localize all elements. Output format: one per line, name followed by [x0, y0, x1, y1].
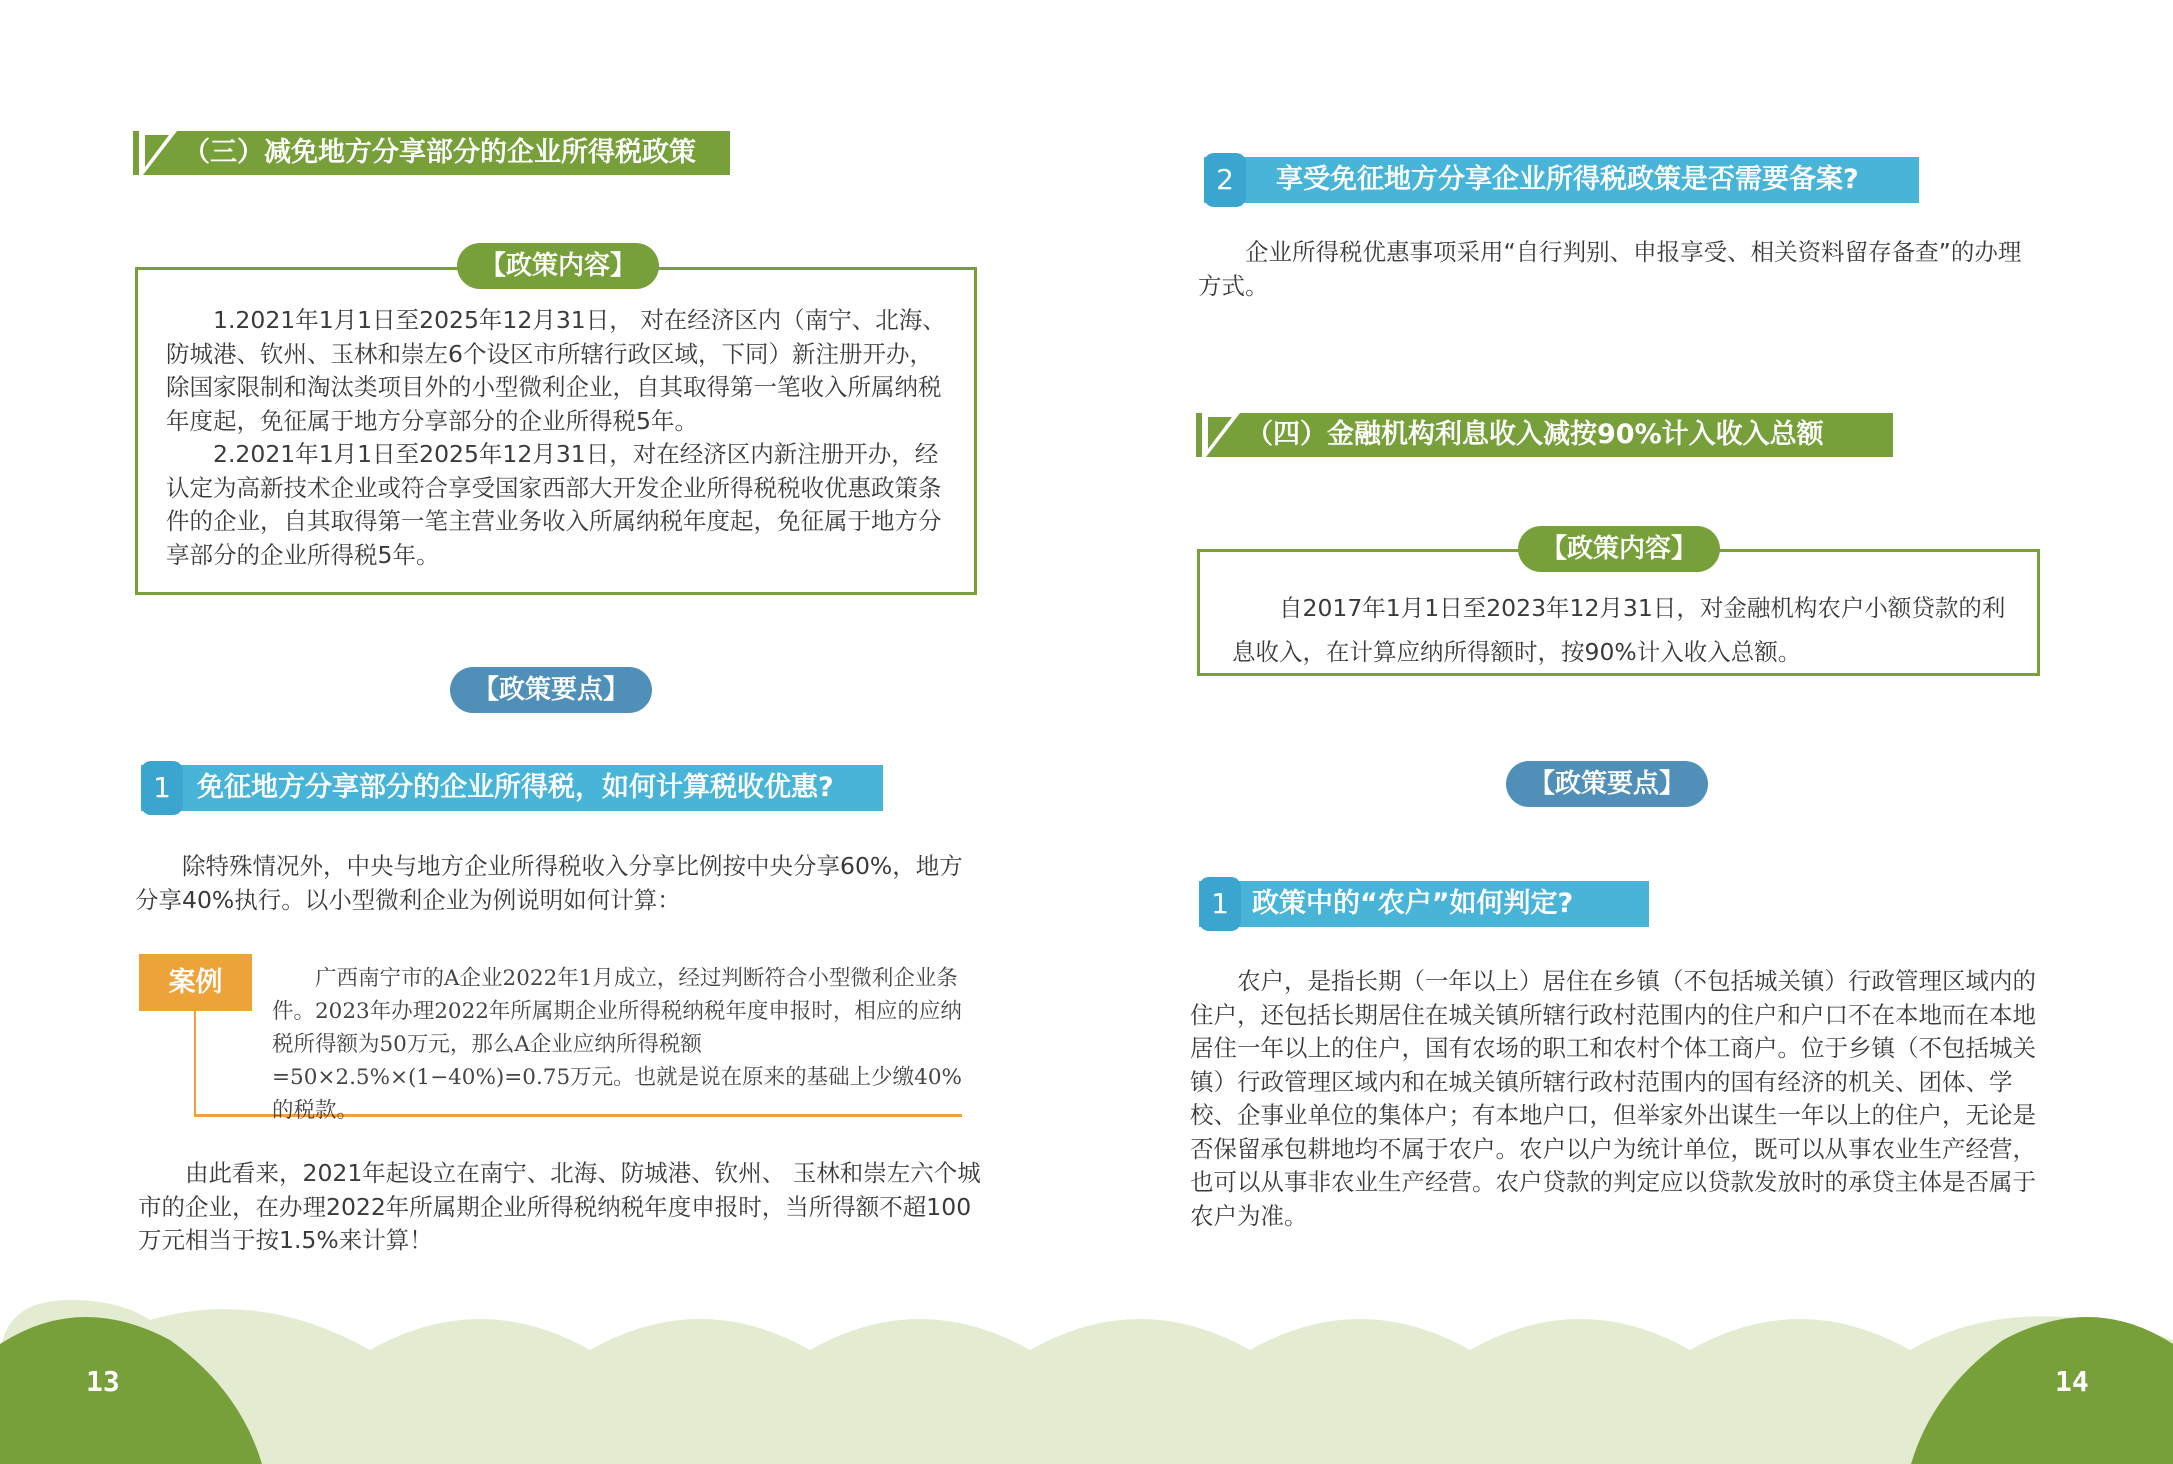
left-question-1-title: 免征地方分享部分的企业所得税，如何计算税收优惠? [197, 772, 834, 803]
footer-wave-decoration [0, 1300, 2173, 1464]
right-section-title: （四）金融机构利息收入减按90%计入收入总额 [1246, 419, 1824, 450]
left-question-1 [141, 765, 883, 811]
left-policy-points-label: 【政策要点】 [450, 667, 652, 713]
right-policy-content-label: 【政策内容】 [1518, 526, 1720, 572]
right-policy-paragraph: 自2017年1月1日至2023年12月31日，对金融机构农户小额贷款的利息收入，在计算应纳所得额时，按90%计入收入总额。 [1232, 594, 2006, 666]
question-number-badge: 1 [141, 761, 183, 815]
right-question-2-title: 享受免征地方分享企业所得税政策是否需要备案? [1276, 164, 1859, 195]
right-section-heading [1196, 413, 1893, 457]
left-policy-paragraph-1: 1.2021年1月1日至2025年12月31日， 对在经济区内（南宁、北海、防城港、钦州、玉林和崇左6个设区市所辖行政区域，下同）新注册开办，除国家限制和淘汰类项目外的小型微利企业，自其取得第一笔收入所属纳税年度起，免征属于地方分享部分的企业所得税5年。 [166, 306, 946, 435]
left-policy-paragraph-2: 2.2021年1月1日至2025年12月31日，对在经济区内新注册开办，经认定为高新技术企业或符合享受国家西部大开发企业所得税税收优惠政策条件的企业，自其取得第一笔主营业务收入所属纳税年度起，免征属于地方分享部分的企业所得税5年。 [166, 440, 942, 569]
left-section-title: （三）减免地方分享部分的企业所得税政策 [183, 137, 696, 168]
left-section-heading [133, 131, 730, 175]
case-text: 广西南宁市的A企业2022年1月成立，经过判断符合小型微利企业条件。2023年办理2022年所属期企业所得税纳税年度申报时，相应的应纳税所得额为50万元，那么A企业应纳所得税额=50×2.5%×(1−40%)=0.75万元。也就是说在原来的基础上少缴40% 的税款。 [272, 966, 962, 1123]
right-question-2 [1204, 157, 1919, 203]
left-question-1-paragraph: 除特殊情况外，中央与地方企业所得税收入分享比例按中央分享60%，地方分享40%执行。以小型微利企业为例说明如何计算： [135, 852, 963, 914]
chevron-flag-icon [133, 131, 179, 175]
question-number-badge: 2 [1204, 153, 1246, 207]
chevron-flag-icon [1196, 413, 1242, 457]
right-question-1-paragraph: 农户，是指长期（一年以上）居住在乡镇（不包括城关镇）行政管理区域内的住户，还包括长期居住在城关镇所辖行政村范围内的住户和户口不在本地而在本地居住一年以上的住户，国有农场的职工和农村个体工商户。位于乡镇（不包括城关镇）行政管理区域内和在城关镇所辖行政村范围内的国有经济的机关、团体、学校、企事业单位的集体户；有本地户口，但举家外出谋生一年以上的住户，无论是否保留承包耕地均不属于农户。农户以户为统计单位，既可以从事农业生产经营，也可以从事非农业生产经营。农户贷款的判定应以贷款发放时的承贷主体是否属于农户为准。 [1190, 967, 2036, 1230]
left-policy-content-label: 【政策内容】 [457, 243, 659, 289]
left-page-number: 13 [86, 1365, 120, 1398]
right-page-number: 14 [2055, 1365, 2089, 1398]
question-number-badge: 1 [1199, 877, 1241, 931]
right-policy-points-label: 【政策要点】 [1506, 761, 1708, 807]
left-conclusion-paragraph: 由此看来，2021年起设立在南宁、北海、防城港、钦州、 玉林和崇左六个城市的企业，在办理2022年所属期企业所得税纳税年度申报时，当所得额不超100万元相当于按1.5%来计算！ [138, 1159, 981, 1254]
case-label: 案例 [139, 954, 252, 1011]
right-question-1-title: 政策中的“农户”如何判定? [1252, 888, 1574, 919]
left-policy-content-box [135, 267, 977, 595]
right-question-1 [1199, 881, 1649, 927]
right-question-2-paragraph: 企业所得税优惠事项采用“自行判别、申报享受、相关资料留存备查”的办理方式。 [1198, 238, 2022, 300]
